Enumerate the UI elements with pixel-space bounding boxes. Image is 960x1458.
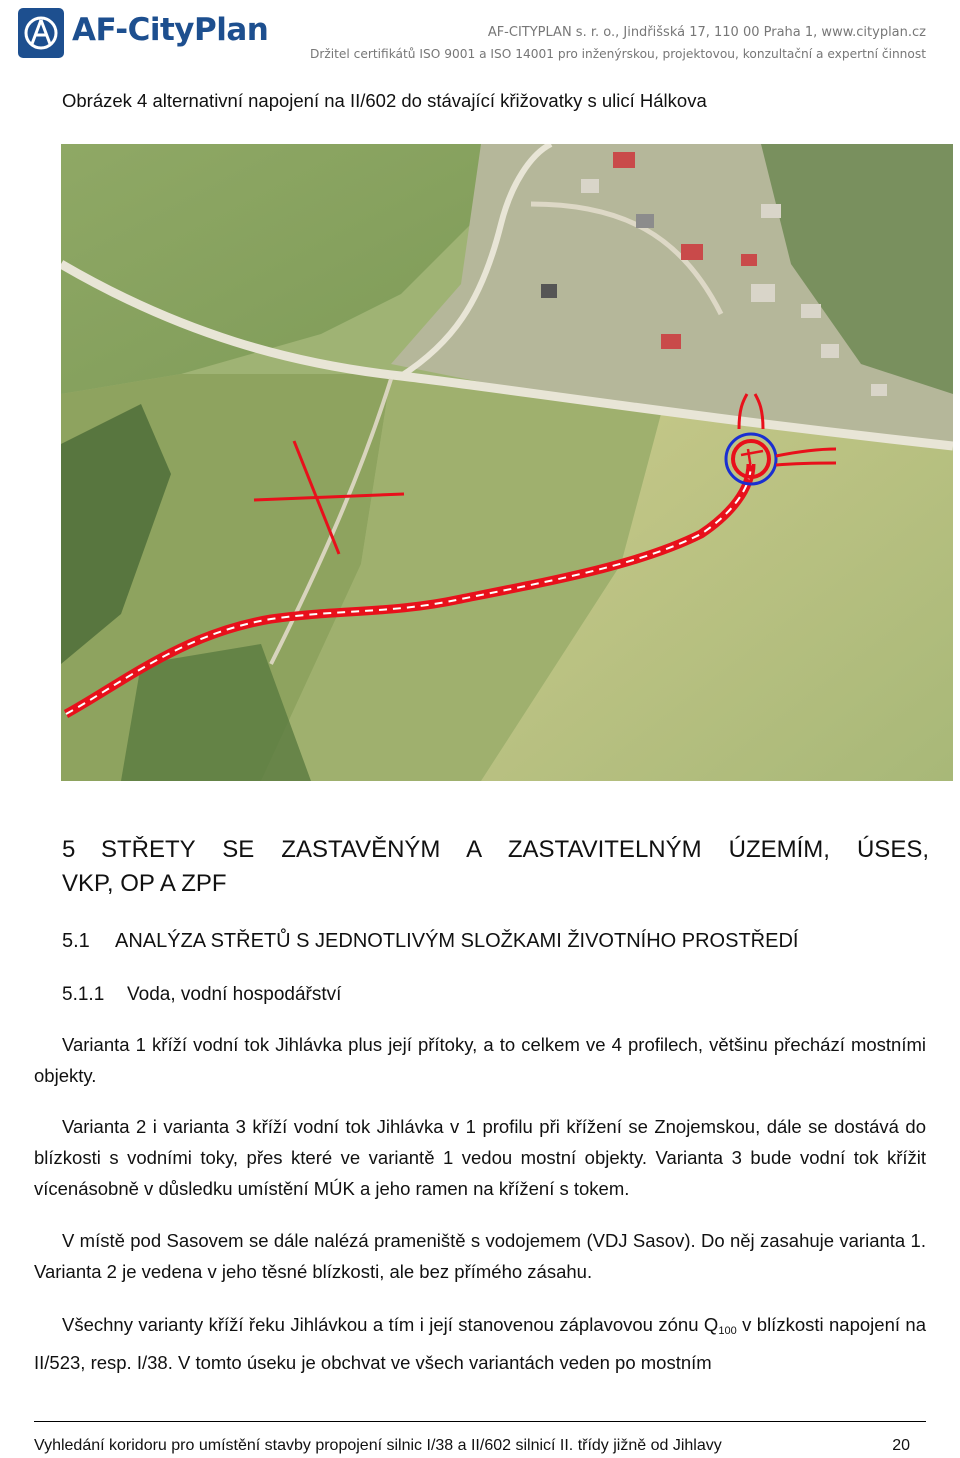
heading-2-number: 5.1 xyxy=(62,930,90,952)
paragraph-variant-1: Varianta 1 kříží vodní tok Jihlávka plus její přítoky, a to celkem ve 4 profilech, většinu přechází mostními objekty. xyxy=(34,1034,926,1086)
heading-2-title: ANALÝZA STŘETŮ S JEDNOTLIVÝM SLOŽKAMI ŽIVOTNÍHO PROSTŘEDÍ xyxy=(115,930,799,952)
af-logo-icon xyxy=(18,8,64,58)
logo-wordmark: AF-CityPlan xyxy=(72,12,269,48)
footer-title: Vyhledání koridoru pro umístění stavby propojení silnic I/38 a II/602 silnicí II. třídy jižně od Jihlavy xyxy=(34,1437,722,1454)
paragraph-variants-2-3: Varianta 2 i varianta 3 kříží vodní tok Jihlávka v 1 profilu při křížení se Znojemskou, dále se dostává do blízkosti s vodními toky, přes které ve variantě 1 vedou mostní objekty. Varianta 3 bude vodní tok křížit vícenásobně v důsledku umístění MÚK a jeho ramen na křížení s tokem. xyxy=(34,1116,926,1199)
page-header xyxy=(0,0,960,70)
certification-note: Držitel certifikátů ISO 9001 a ISO 14001 pro inženýrskou, projektovou, konzultační a expertní činnost xyxy=(309,47,926,61)
paragraph-sasov: V místě pod Sasovem se dále nalézá prameniště s vodojemem (VDJ Sasov). Do něj zasahuje varianta 1. Varianta 2 je vedena v jeho těsné blízkosti, ale bez přímého zásahu. xyxy=(34,1230,926,1282)
heading-1-number: 5 xyxy=(62,836,76,863)
heading-3-title: Voda, vodní hospodářství xyxy=(127,984,342,1005)
p4-subscript: 100 xyxy=(718,1325,737,1337)
footer-divider xyxy=(34,1421,926,1422)
heading-1-title-continued: VKP, OP A ZPF xyxy=(62,870,227,897)
page-number: 20 xyxy=(892,1437,910,1454)
company-address: AF-CITYPLAN s. r. o., Jindřišská 17, 110 00 Praha 1, www.cityplan.cz xyxy=(487,25,926,40)
heading-3-number: 5.1.1 xyxy=(62,984,105,1005)
paragraph-floodzone xyxy=(34,1309,926,1378)
figure-caption: Obrázek 4 alternativní napojení na II/602 do stávající křižovatky s ulicí Hálkova xyxy=(62,90,707,111)
aerial-photo-map xyxy=(61,144,953,781)
p4-text-before: Všechny varianty kříží řeku Jihlávkou a tím i její stanovenou záplavovou zónu Q xyxy=(62,1314,719,1335)
p4-text-after: v blízkosti napojení na II/523, resp. I/38. V tomto úseku je obchvat ve všech variantách veden po mostním xyxy=(34,1314,927,1373)
heading-1-title: STŘETY SE ZASTAVĚNÝM A ZASTAVITELNÝM ÚZEMÍM, ÚSES, xyxy=(101,836,929,863)
